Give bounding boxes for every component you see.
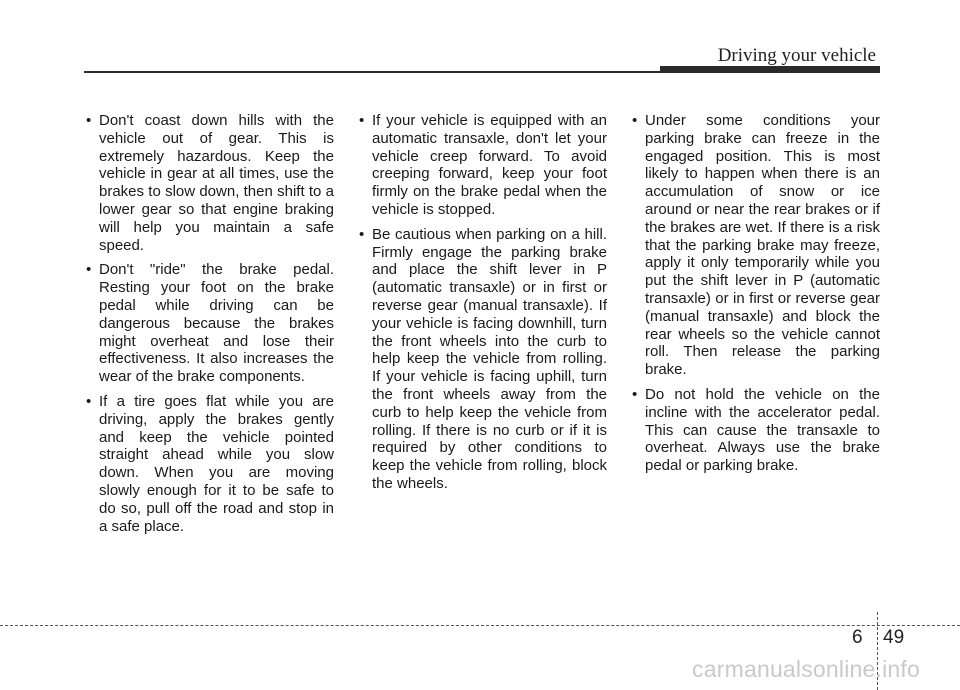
section-title: Driving your vehicle [717,45,876,66]
bullet-text: Don't coast down hills with the vehicle out of gear. This is extremely hazardous. Keep the vehicle in gear at all times, use the brakes to slow down, then shift to a lower gear so that engine braking will help you maintain a safe speed. [99,112,334,254]
bullet-text: Don't "ride" the brake pedal. Resting your foot on the brake pedal while driving can be dangerous because the brakes might overheat and lose their effectiveness. It also increases the wear of the brake components. [99,261,334,386]
bullet-text: Be cautious when parking on a hill. Firmly engage the parking brake and place the shift lever in P (automatic transaxle) or in first or reverse gear (manual transaxle). If your vehicle is facing downhill, turn the front wheels into the curb to help keep the vehicle from rolling. If your vehicle is facing uphill, turn the front wheels away from the curb to help keep the vehicle from rolling. If there is no curb or if it is required by other conditions to keep the vehicle from rolling, block the wheels. [372,225,607,492]
bullet-item: • Don't coast down hills with the vehicle out of gear. This is extremely hazardous. Keep the vehicle in gear at all times, use the brakes to slow down, then shift to a lower gear so that engine braking will help you maintain a safe speed. [86,112,334,254]
bullet-text: If a tire goes flat while you are driving, apply the brakes gently and keep the vehicle pointed straight ahead while you slow down. When you are moving slowly enough for it to be safe to do so, pull off the road and stop in a safe place. [99,392,334,535]
bullet-item: • If a tire goes flat while you are driving, apply the brakes gently and keep the vehicle pointed straight ahead while you slow down. When you are moving slowly enough for it to be safe to do so, pull off the road and stop in a safe place. [86,392,334,535]
bullet-item: • Do not hold the vehicle on the incline with the accelerator pedal. This can cause the transaxle to overheat. Always use the brake pedal or parking brake. [632,385,880,475]
text-column-1 [84,112,334,542]
bullet-item: • If your vehicle is equipped with an automatic transaxle, don't let your vehicle creep forward. To avoid creeping forward, keep your foot firmly on the brake pedal when the vehicle is stopped. [359,112,607,218]
text-column-3 [630,112,880,482]
bullet-item: • Under some conditions your parking brake can freeze in the engaged position. This is most likely to happen when there is an accumulation of snow or ice around or near the rear brakes or if the brakes are wet. If there is a risk that the parking brake may freeze, apply it only temporarily while you put the shift lever in P (automatic transaxle) or in first or reverse gear (manual transaxle) and block the rear wheels so the vehicle cannot roll. Then release the parking brake. [632,112,880,379]
bullet-text: Do not hold the vehicle on the incline with the accelerator pedal. This can cause the transaxle to overheat. Always use the brake pedal or parking brake. [645,385,880,475]
bullet-item: • Be cautious when parking on a hill. Firmly engage the parking brake and place the shift lever in P (automatic transaxle) or in first or reverse gear (manual transaxle). If your vehicle is facing downhill, turn the front wheels into the curb to help keep the vehicle from rolling. If your vehicle is facing uphill, turn the front wheels away from the curb to help keep the vehicle from rolling. If there is no curb or if it is required by other conditions to keep the vehicle from rolling, block the wheels. [359,225,607,492]
bullet-item: • Don't "ride" the brake pedal. Resting your foot on the brake pedal while driving can be dangerous because the brakes might overheat and lose their effectiveness. It also increases the wear of the brake components. [86,261,334,386]
chapter-number: 6 [852,627,863,648]
header-rule-accent [660,66,880,73]
bullet-text: If your vehicle is equipped with an automatic transaxle, don't let your vehicle creep forward. To avoid creeping forward, keep your foot firmly on the brake pedal when the vehicle is stopped. [372,112,607,218]
page-number: 49 [883,627,905,648]
footer-rule [0,625,960,626]
watermark: carmanualsonline.info [692,656,920,682]
bullet-text: Under some conditions your parking brake can freeze in the engaged position. This is most likely to happen when there is an accumulation of snow or ice around or near the rear brakes or if the brakes are wet. If there is a risk that the parking brake may freeze, apply it only temporarily while you put the shift lever in P (automatic transaxle) or in first or reverse gear (manual transaxle) and block the rear wheels so the vehicle cannot roll. Then release the parking brake. [645,112,880,379]
text-column-2 [357,112,607,500]
